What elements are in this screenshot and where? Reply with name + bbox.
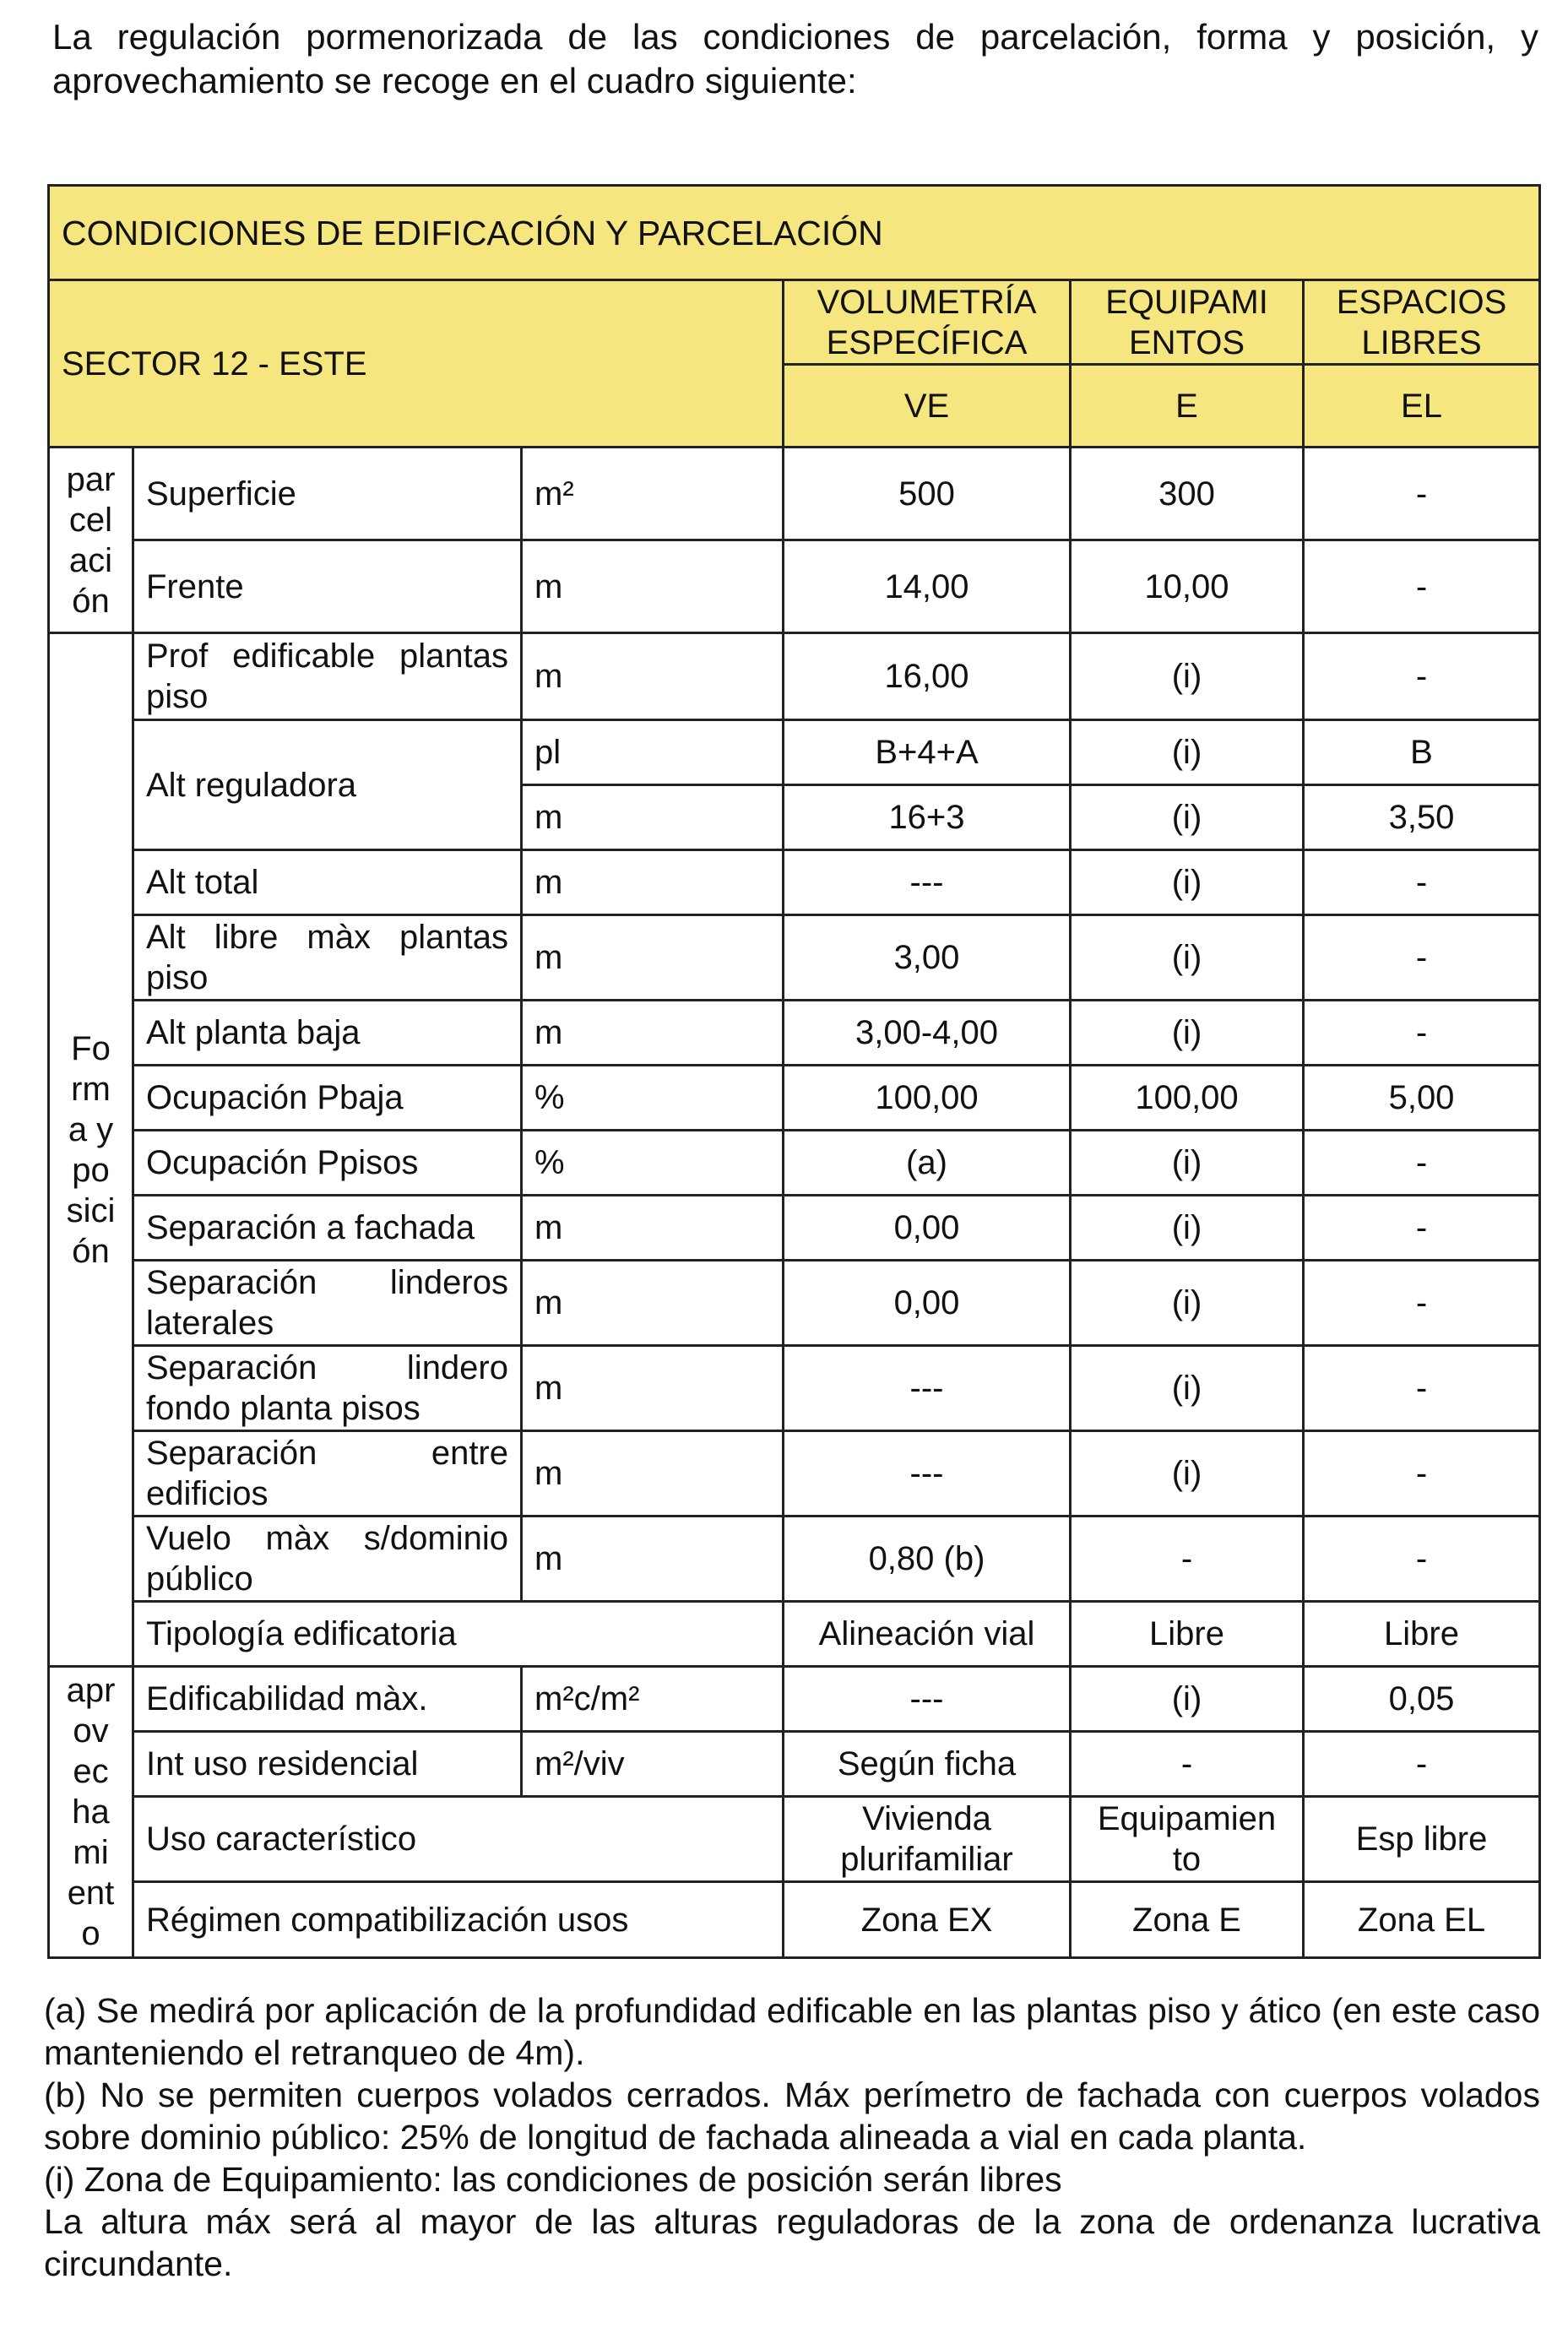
row-label: Separación entre edificios <box>133 1431 522 1517</box>
cell-el: B <box>1304 720 1540 785</box>
table-row <box>49 448 1540 540</box>
row-unit: % <box>522 1066 784 1131</box>
conditions-table <box>47 184 1541 1959</box>
zone-name-ve: VOLUMETRÍA ESPECÍFICA <box>784 280 1071 365</box>
table-row <box>49 1602 1540 1667</box>
cell-e: 300 <box>1071 448 1304 540</box>
cell-e: (i) <box>1071 720 1304 785</box>
zone-name-e: EQUIPAMI ENTOS <box>1071 280 1304 365</box>
group-label-aprovechamiento: apr ov ec ha mi ent o <box>49 1667 133 1958</box>
cell-el: - <box>1304 540 1540 633</box>
table-row <box>49 1066 1540 1131</box>
zone-name-el: ESPACIOS LIBRES <box>1304 280 1540 365</box>
cell-ve: 0,00 <box>784 1261 1071 1346</box>
table-row <box>49 1346 1540 1431</box>
table-row <box>49 1431 1540 1517</box>
row-label: Alt planta baja <box>133 1001 522 1066</box>
row-unit: m <box>522 1517 784 1602</box>
row-label: Régimen compatibilización usos <box>133 1882 784 1958</box>
cell-ve: B+4+A <box>784 720 1071 785</box>
cell-ve: 3,00-4,00 <box>784 1001 1071 1066</box>
cell-el: 3,50 <box>1304 785 1540 850</box>
row-unit: % <box>522 1131 784 1196</box>
zone-code-e: E <box>1071 365 1304 448</box>
cell-el: - <box>1304 1732 1540 1797</box>
row-unit: m <box>522 1431 784 1517</box>
cell-e: (i) <box>1071 850 1304 915</box>
cell-el: Zona EL <box>1304 1882 1540 1958</box>
table-row <box>49 1797 1540 1882</box>
row-label: Frente <box>133 540 522 633</box>
cell-e: 100,00 <box>1071 1066 1304 1131</box>
intro-paragraph: La regulación pormenorizada de las condiciones de parcelación, forma y posición, y aprovechamiento se recoge en el cuadro siguiente: <box>52 17 1538 100</box>
cell-el: 5,00 <box>1304 1066 1540 1131</box>
footnote-i: (i) Zona de Equipamiento: las condiciones de posición serán libres <box>44 2160 1062 2199</box>
row-label: Separación linderos laterales <box>133 1261 522 1346</box>
footnote-height: La altura máx será al mayor de las alturas reguladoras de la zona de ordenanza lucrativa circundante. <box>44 2202 1540 2283</box>
cell-e: Equipamien to <box>1071 1797 1304 1882</box>
table-row <box>49 1732 1540 1797</box>
cell-el: - <box>1304 448 1540 540</box>
cell-ve: 3,00 <box>784 915 1071 1001</box>
row-unit: m <box>522 1346 784 1431</box>
cell-e: (i) <box>1071 1001 1304 1066</box>
table-row <box>49 1001 1540 1066</box>
cell-e: (i) <box>1071 1131 1304 1196</box>
row-label: Separación a fachada <box>133 1196 522 1261</box>
sector-label: SECTOR 12 - ESTE <box>49 280 784 448</box>
cell-el: - <box>1304 1517 1540 1602</box>
row-label: Tipología edificatoria <box>133 1602 784 1667</box>
cell-el: - <box>1304 850 1540 915</box>
cell-ve: Vivienda plurifamiliar <box>784 1797 1071 1882</box>
cell-e: (i) <box>1071 1431 1304 1517</box>
cell-ve: 14,00 <box>784 540 1071 633</box>
table-title: CONDICIONES DE EDIFICACIÓN Y PARCELACIÓN <box>49 186 1540 280</box>
row-label: Alt libre màx plantas piso <box>133 915 522 1001</box>
cell-ve: --- <box>784 850 1071 915</box>
footnotes <box>44 1989 1540 2285</box>
cell-e: (i) <box>1071 1261 1304 1346</box>
table-row <box>49 540 1540 633</box>
row-label: Separación lindero fondo planta pisos <box>133 1346 522 1431</box>
row-unit: m²/viv <box>522 1732 784 1797</box>
cell-ve: Zona EX <box>784 1882 1071 1958</box>
row-label: Alt reguladora <box>133 720 522 850</box>
row-unit: m <box>522 1001 784 1066</box>
cell-e: (i) <box>1071 1346 1304 1431</box>
cell-e: - <box>1071 1517 1304 1602</box>
table-row <box>49 850 1540 915</box>
cell-e: - <box>1071 1732 1304 1797</box>
row-unit: m <box>522 1196 784 1261</box>
cell-el: - <box>1304 1131 1540 1196</box>
footnote-b: (b) No se permiten cuerpos volados cerrados. Máx perímetro de fachada con cuerpos volados sobre dominio público: 25% de longitud de fachada alineada a vial en cada planta. <box>44 2075 1540 2157</box>
cell-e: (i) <box>1071 785 1304 850</box>
cell-ve: 500 <box>784 448 1071 540</box>
row-unit: m <box>522 850 784 915</box>
cell-el: Esp libre <box>1304 1797 1540 1882</box>
table-row <box>49 1882 1540 1958</box>
cell-ve: (a) <box>784 1131 1071 1196</box>
zone-header-row <box>49 280 1540 365</box>
row-label: Edificabilidad màx. <box>133 1667 522 1732</box>
row-unit: m²c/m² <box>522 1667 784 1732</box>
row-label: Uso característico <box>133 1797 784 1882</box>
row-label: Alt total <box>133 850 522 915</box>
row-label: Int uso residencial <box>133 1732 522 1797</box>
zone-code-el: EL <box>1304 365 1540 448</box>
cell-ve: --- <box>784 1431 1071 1517</box>
row-label: Ocupación Ppisos <box>133 1131 522 1196</box>
cell-e: (i) <box>1071 915 1304 1001</box>
row-unit: m <box>522 633 784 720</box>
cell-el: - <box>1304 915 1540 1001</box>
cell-el: 0,05 <box>1304 1667 1540 1732</box>
cell-e: Zona E <box>1071 1882 1304 1958</box>
table-row <box>49 1667 1540 1732</box>
cell-el: - <box>1304 1261 1540 1346</box>
cell-el: - <box>1304 1196 1540 1261</box>
table-row <box>49 1261 1540 1346</box>
cell-ve: --- <box>784 1667 1071 1732</box>
row-unit: m <box>522 540 784 633</box>
row-label: Prof edificable plantas piso <box>133 633 522 720</box>
row-unit: m <box>522 1261 784 1346</box>
row-unit: m² <box>522 448 784 540</box>
cell-ve: Según ficha <box>784 1732 1071 1797</box>
cell-el: - <box>1304 1001 1540 1066</box>
cell-e: (i) <box>1071 1196 1304 1261</box>
cell-ve: 100,00 <box>784 1066 1071 1131</box>
row-unit: m <box>522 785 784 850</box>
row-label: Superficie <box>133 448 522 540</box>
table-row <box>49 1196 1540 1261</box>
cell-ve: 16,00 <box>784 633 1071 720</box>
cell-el: - <box>1304 633 1540 720</box>
table-row <box>49 720 1540 785</box>
cell-e: 10,00 <box>1071 540 1304 633</box>
group-label-forma-posicion: Fo rm a y po sici ón <box>49 633 133 1667</box>
table-title-row <box>49 186 1540 280</box>
table-row <box>49 1517 1540 1602</box>
row-label: Vuelo màx s/dominio público <box>133 1517 522 1602</box>
cell-ve: 16+3 <box>784 785 1071 850</box>
cell-e: (i) <box>1071 1667 1304 1732</box>
row-unit: pl <box>522 720 784 785</box>
cell-e: (i) <box>1071 633 1304 720</box>
cell-ve: --- <box>784 1346 1071 1431</box>
cell-ve: 0,00 <box>784 1196 1071 1261</box>
cell-ve: 0,80 (b) <box>784 1517 1071 1602</box>
conditions-table-wrapper <box>47 184 1538 1959</box>
table-row <box>49 915 1540 1001</box>
cell-el: - <box>1304 1346 1540 1431</box>
cell-el: - <box>1304 1431 1540 1517</box>
zone-code-ve: VE <box>784 365 1071 448</box>
cell-el: Libre <box>1304 1602 1540 1667</box>
row-unit: m <box>522 915 784 1001</box>
table-row <box>49 633 1540 720</box>
group-label-parcelacion: par cel aci ón <box>49 448 133 633</box>
table-row <box>49 1131 1540 1196</box>
row-label: Ocupación Pbaja <box>133 1066 522 1131</box>
cell-ve: Alineación vial <box>784 1602 1071 1667</box>
footnote-a: (a) Se medirá por aplicación de la profundidad edificable en las plantas piso y ático (en este caso manteniendo el retranqueo de 4m). <box>44 1991 1540 2072</box>
cell-e: Libre <box>1071 1602 1304 1667</box>
